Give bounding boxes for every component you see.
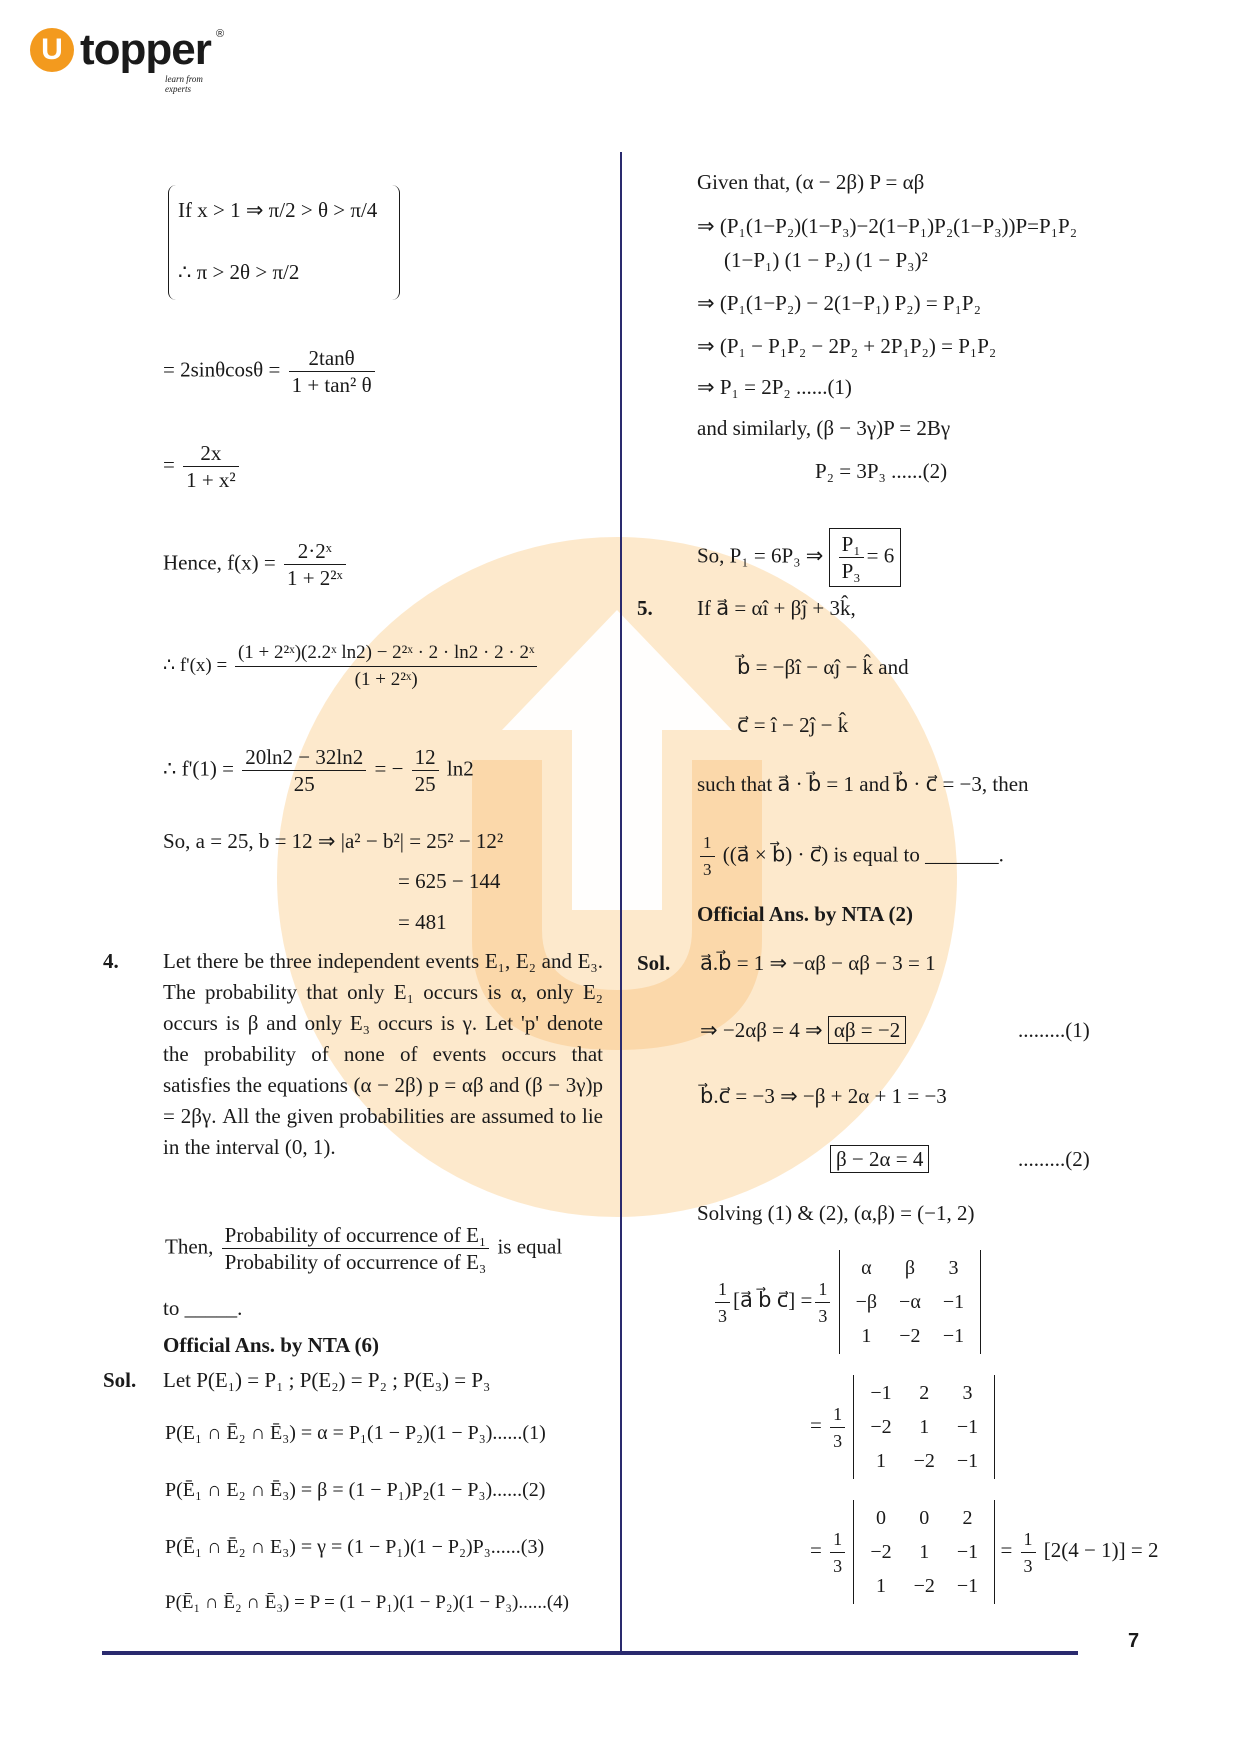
matrix-row [860, 1570, 988, 1602]
r-line-2: ⇒ (P₁(1−P₂)(1−P₃)−2(1−P₁)P₂(1−P₃))P=P₁P₂ [697, 214, 1078, 238]
solution-label-5: Sol. [637, 951, 671, 975]
determinant-3: = $\frac{1}{3}$ 0 0 2 −2 1 −1 1 −2 −1 = $\frac{1}{3}$ [2(4 − 1)] = 2 [810, 1500, 1158, 1604]
r-line-5: ⇒ (P₁ − P₁P₂ − 2P₂ + 2P₁P₂) = P₁P₂ [697, 334, 997, 358]
official-answer: Official Ans. by NTA (6) [163, 1333, 380, 1357]
so-line-2: = 625 − 144 [398, 869, 501, 893]
case-line-1: If x > 1 ⇒ π/2 > θ > π/4 [178, 198, 378, 222]
matrix-cell: 2 [962, 1507, 973, 1529]
probability-ratio: Then, $\frac{\text{Probability of occurrence of E₁}}{\text{Probability of occurrence of E₃}}$ is equal [165, 1223, 563, 1274]
matrix-cell: −1 [942, 1291, 965, 1313]
matrix-cell: −α [899, 1291, 921, 1313]
matrix-row [860, 1377, 988, 1409]
matrix-cell: 1 [875, 1450, 886, 1472]
matrix-cell: 0 [875, 1507, 886, 1529]
question-5-number: 5. [637, 596, 653, 620]
r-line-9: So, P₁ = 6P₃ ⇒ $\frac{\text{P₁}}{\text{P₃}}$ = 6 [697, 528, 901, 587]
matrix-cell: −1 [942, 1325, 965, 1347]
topper-logo-icon: U [30, 28, 74, 72]
fraction: $\frac{2\tan\theta}{\text{1 + tan² θ}}$ [289, 345, 375, 398]
matrix-cell: −β [855, 1291, 878, 1313]
matrix-cell: −1 [956, 1575, 979, 1597]
q5-condition: such that a⃗ · b⃗ = 1 and b⃗ · c⃗ = −3, then [697, 772, 1029, 796]
equation-f-prime-1: ∴ f'(1) = $\frac{20\ln 2 - 32\ln 2}{25}$ = − $\frac{12}{25}$ ln2 [163, 745, 474, 796]
matrix-cell: 0 [919, 1507, 930, 1529]
solution-label: Sol. [103, 1368, 137, 1392]
prob-eq-4: P(Ē₁ ∩ Ē₂ ∩ Ē₃) = P = (1 − P₁)(1 − P₂)(1 − P₃)......(4) [165, 1592, 569, 1613]
matrix-row [846, 1286, 975, 1318]
equation-f-of-x: Hence, f(x) = $\frac{\text{2·2ˣ}}{\text{1 + 2²ˣ}}$ [163, 538, 349, 591]
page-number: 7 [1128, 1630, 1140, 1652]
matrix-row [860, 1445, 988, 1477]
fraction: $\frac{12}{25}$ [412, 744, 439, 797]
matrix-cell: −1 [956, 1541, 979, 1563]
determinant-2: = $\frac{1}{3}$ −1 2 3 −2 1 −1 1 −2 −1 [810, 1375, 995, 1479]
brand-logo [30, 25, 225, 94]
boxed-ratio: $\frac{\text{P₁}}{\text{P₃}}$ = 6 [829, 528, 902, 587]
r-line-6: ⇒ P₁ = 2P₂ ......(1) [697, 375, 852, 399]
matrix-cell: −1 [956, 1450, 979, 1472]
matrix-cell: −1 [870, 1382, 892, 1404]
so-line: So, a = 25, b = 12 ⇒ |a² − b²| = 25² − 12² [163, 829, 504, 853]
q5-vector-a: If a⃗ = αî + βĵ + 3k̂, [697, 596, 856, 620]
q5-expression: $\frac{1}{3}$ ((a⃗ × b⃗) · c⃗) is equal to _______. [697, 830, 1004, 883]
s-line-2: ⇒ −2αβ = 4 ⇒ αβ = −2 [700, 1017, 906, 1043]
matrix-cell: −1 [956, 1416, 979, 1438]
equation-2x: = $\frac{2x}{\text{1 + x²}}$ [163, 440, 242, 493]
matrix-1 [839, 1250, 982, 1354]
fraction: $\frac{\text{2·2ˣ}}{\text{1 + 2²ˣ}}$ [284, 538, 346, 591]
s-line-5: Solving (1) & (2), (α,β) = (−1, 2) [697, 1201, 975, 1225]
matrix-cell: −2 [913, 1450, 935, 1472]
matrix-2 [853, 1375, 995, 1479]
fraction: $\frac{20\ln 2 - 32\ln 2}{25}$ [242, 744, 366, 797]
case-line-2: ∴ π > 2θ > π/2 [178, 260, 300, 284]
question-4-number: 4. [103, 949, 119, 973]
matrix-cell: 3 [962, 1382, 973, 1404]
footer-rule [102, 1651, 1078, 1655]
matrix-cell: −2 [899, 1325, 921, 1347]
matrix-cell: α [861, 1257, 872, 1279]
fraction: $\frac{2x}{\text{1 + x²}}$ [183, 440, 239, 493]
r-line-8: P₂ = 3P₃ ......(2) [815, 459, 948, 483]
column-divider [620, 152, 622, 1652]
matrix-cell: −2 [870, 1541, 892, 1563]
s-tag-2: .........(2) [1018, 1147, 1090, 1171]
matrix-row [846, 1252, 975, 1284]
r-line-4: ⇒ (P₁(1−P₂) − 2(1−P₁) P₂) = P₁P₂ [697, 291, 981, 315]
equation-lhs: = 2sinθcosθ = [163, 357, 281, 382]
s-line-4 [830, 1146, 929, 1172]
official-answer-5: Official Ans. by NTA (2) [697, 902, 914, 926]
prob-eq-3: P(Ē₁ ∩ Ē₂ ∩ E₃) = γ = (1 − P₁)(1 − P₂)P₃......(3) [165, 1536, 545, 1558]
equation-double-angle [163, 345, 378, 398]
matrix-row [860, 1411, 988, 1443]
fraction: $\frac{\text{(1 + 2²ˣ)(2.2ˣ ln2) − 2²ˣ · 2 · ln2 · 2 · 2ˣ}}{\text{(1 + 2²ˣ)}}$ [235, 640, 537, 693]
matrix-row [860, 1502, 988, 1534]
boxed-alpha-beta: αβ = −2 [828, 1016, 906, 1044]
solution-line: Let P(E₁) = P₁ ; P(E₂) = P₂ ; P(E₃) = P₃ [163, 1368, 491, 1392]
matrix-row [860, 1536, 988, 1568]
matrix-cell: 2 [919, 1382, 930, 1404]
matrix-cell: 1 [875, 1575, 886, 1597]
matrix-cell: 1 [919, 1541, 930, 1563]
s-tag-1: .........(1) [1018, 1018, 1090, 1042]
matrix-3 [853, 1500, 995, 1604]
matrix-cell: 1 [919, 1416, 930, 1438]
prob-eq-1: P(E₁ ∩ Ē₂ ∩ Ē₃) = α = P₁(1 − P₂)(1 − P₃)......(1) [165, 1422, 546, 1444]
to-blank: to _____. [163, 1296, 243, 1320]
q5-vector-b: b⃗ = −βî − αĵ − k̂ and [737, 655, 909, 679]
prob-eq-2: P(Ē₁ ∩ E₂ ∩ Ē₃) = β = (1 − P₁)P₂(1 − P₃)......(2) [165, 1479, 546, 1501]
s-line-3: b⃗.c⃗ = −3 ⇒ −β + 2α + 1 = −3 [700, 1084, 947, 1108]
registered-mark: ® [216, 28, 225, 40]
r-line-1: Given that, (α − 2β) P = αβ [697, 170, 925, 194]
matrix-cell: 1 [861, 1325, 872, 1347]
matrix-cell: −2 [913, 1575, 935, 1597]
matrix-cell: 3 [948, 1257, 959, 1279]
matrix-cell: β [904, 1257, 916, 1279]
brand-wordmark: topper [80, 25, 211, 74]
equation-f-prime: ∴ f'(x) = $\frac{\text{(1 + 2²ˣ)(2.2ˣ ln2) − 2²ˣ · 2 · ln2 · 2 · 2ˣ}}{\text{(1 + 2²ˣ)}}$ [163, 640, 540, 693]
brand-tagline: learn from experts [165, 74, 203, 94]
determinant-1: $\frac{1}{3}$ [a⃗ b⃗ c⃗] = $\frac{1}{3}$ α β 3 −β −α −1 1 −2 −1 [712, 1250, 981, 1354]
q5-vector-c: c⃗ = î − 2ĵ − k̂ [737, 713, 849, 737]
r-line-7: and similarly, (β − 3γ)P = 2Bγ [697, 416, 951, 440]
fraction: $\frac{\text{Probability of occurrence of E₁}}{\text{Probability of occurrence of E₃}}$ [222, 1222, 490, 1275]
question-4-text: Let there be three independent events E₁, E₂ and E₃. The probability that only E₁ occurs is α, only E₂ occurs is β and only E₃ occurs is γ. Let 'p' denote the probability of none of events occurs that satisfies the equations (α − 2β) p = αβ and (β − 3γ)p = 2βγ. All the given probabilities are assumed to lie in the interval (0, 1). [163, 949, 603, 1159]
so-line-3: = 481 [398, 910, 447, 934]
r-line-3: (1−P₁) (1 − P₂) (1 − P₃)² [724, 248, 928, 272]
s-line-1: a⃗.b⃗ = 1 ⇒ −αβ − αβ − 3 = 1 [700, 951, 936, 975]
matrix-cell: −2 [870, 1416, 892, 1438]
matrix-row [846, 1320, 975, 1352]
boxed-beta-alpha: β − 2α = 4 [830, 1145, 929, 1173]
